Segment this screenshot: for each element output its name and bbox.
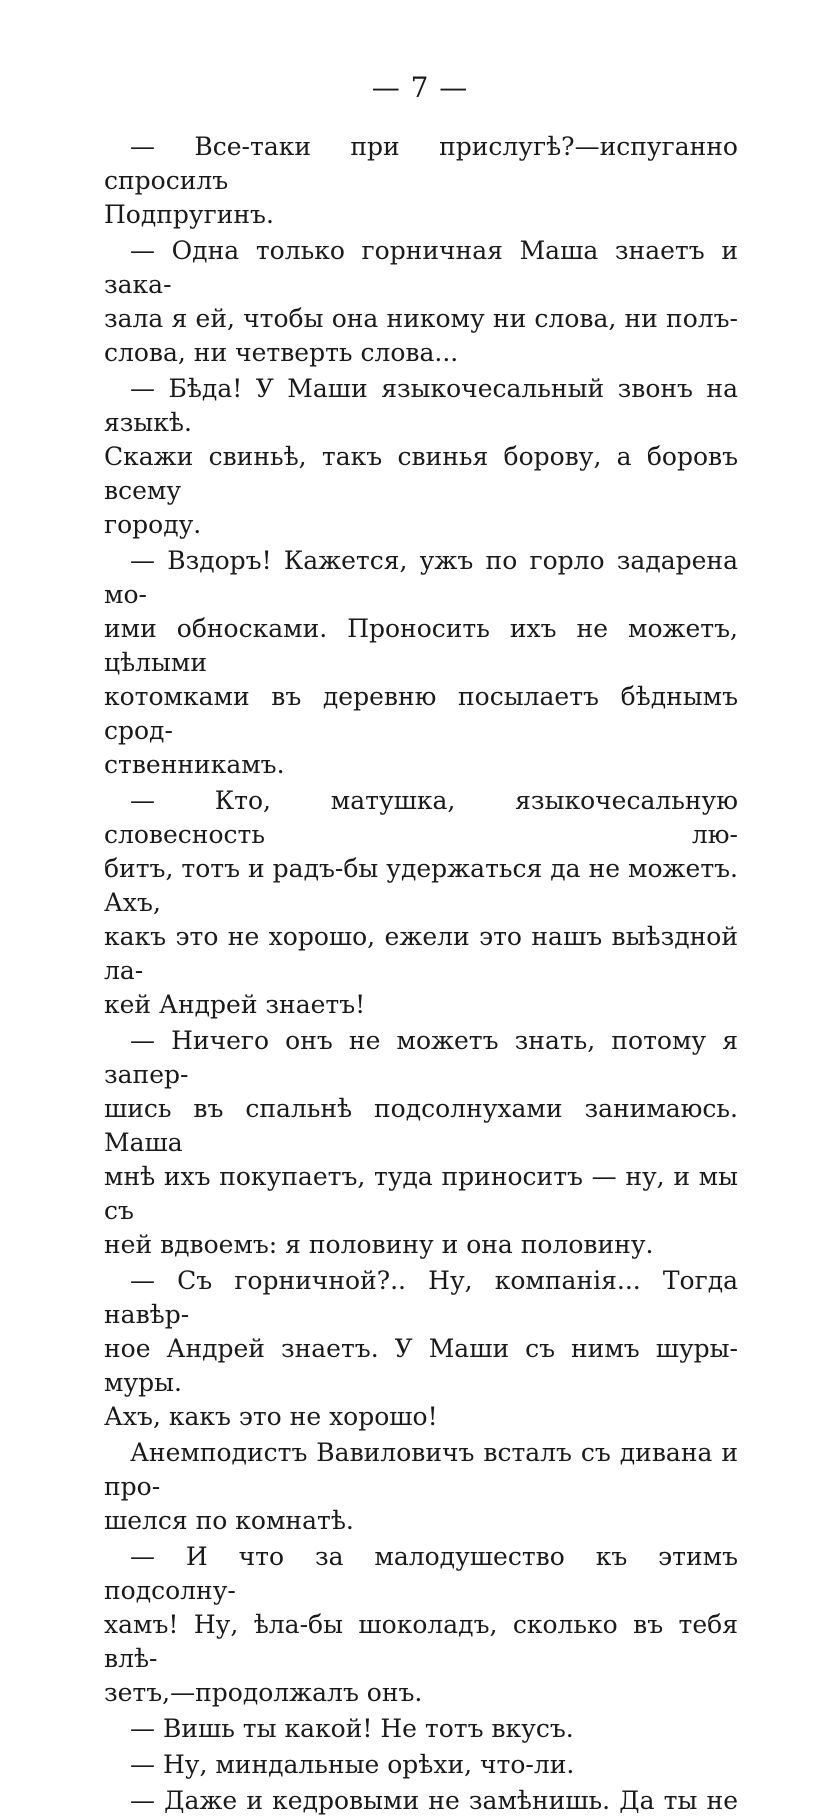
text-line: ственникамъ. [104,750,285,779]
text-line: — Ну, миндальные орѣхи, что-ли. [130,1750,575,1779]
text-line: хамъ! Ну, ѣла-бы шоколадъ, сколько въ тебя влѣ- [104,1610,738,1673]
text-line: — Ничего онъ не можетъ знать, потому я запер- [104,1026,738,1089]
text-line: битъ, тотъ и радъ-бы удержаться да не можетъ. Ахъ, [104,854,738,917]
text-line: — Вишь ты какой! Не тотъ вкусъ. [130,1714,574,1743]
paragraph [104,372,738,542]
text-line: кей Андрей знаетъ! [104,990,366,1019]
text-line: ное Андрей знаетъ. У Маши съ нимъ шуры-муры. [104,1334,738,1397]
text-line: — Все-таки при прислугѣ?—испуганно спросилъ [104,132,738,195]
paragraph [104,1784,738,1818]
text-line: Ахъ, какъ это не хорошо! [104,1402,438,1431]
text-line: слова, ни четверть слова... [104,338,459,367]
text-line: зала я ей, чтобы она никому ни слова, ни полъ- [104,304,738,333]
text-line: ими обносками. Проносить ихъ не можетъ, цѣлыми [104,614,738,677]
text-line: — Вздоръ! Кажется, ужъ по горло задарена мо- [104,546,738,609]
text-line: Подпругинъ. [104,200,274,229]
text-line: какъ это не хорошо, ежели это нашъ выѣздной ла- [104,922,738,985]
paragraph [104,784,738,1022]
text-line: шись въ спальнѣ подсолнухами занимаюсь. Маша [104,1094,738,1157]
text-line: шелся по комнатѣ. [104,1506,354,1535]
text-line: — Одна только горничная Маша знаетъ и зака- [104,236,738,299]
paragraph [104,1540,738,1710]
text-line: Анемподистъ Вавиловичъ всталъ съ дивана и про- [104,1438,738,1501]
text-line: зетъ,—продолжалъ онъ. [104,1678,423,1707]
page-number: — 7 — [371,71,469,104]
text-line: — Съ горничной?.. Ну, компанія... Тогда навѣр- [104,1266,738,1329]
text-line: Скажи свиньѣ, такъ свинья борову, а боровъ всему [104,442,738,505]
paragraph [104,1748,738,1782]
text-line: — Бѣда! У Маши языкочесальный звонъ на языкѣ. [104,374,738,437]
paragraph [104,1024,738,1262]
text-line: мнѣ ихъ покупаетъ, туда приноситъ — ну, и мы съ [104,1162,738,1225]
text-line: котомками въ деревню посылаетъ бѣднымъ срод- [104,682,738,745]
text-line: городу. [104,510,202,539]
paragraph [104,544,738,782]
paragraph [104,1436,738,1538]
text-line: ней вдвоемъ: я половину и она половину. [104,1230,654,1259]
text-line: — Кто, матушка, языкочесальную словесность лю- [104,786,738,849]
paragraph [104,1264,738,1434]
text-line: — Даже и кедровыми не замѣнишь. Да ты не [130,1786,738,1815]
paragraph [104,1712,738,1746]
paragraph [104,130,738,232]
paragraph [104,234,738,370]
text-body [104,130,738,1820]
text-line: — И что за малодушество къ этимъ подсолну- [104,1542,738,1605]
